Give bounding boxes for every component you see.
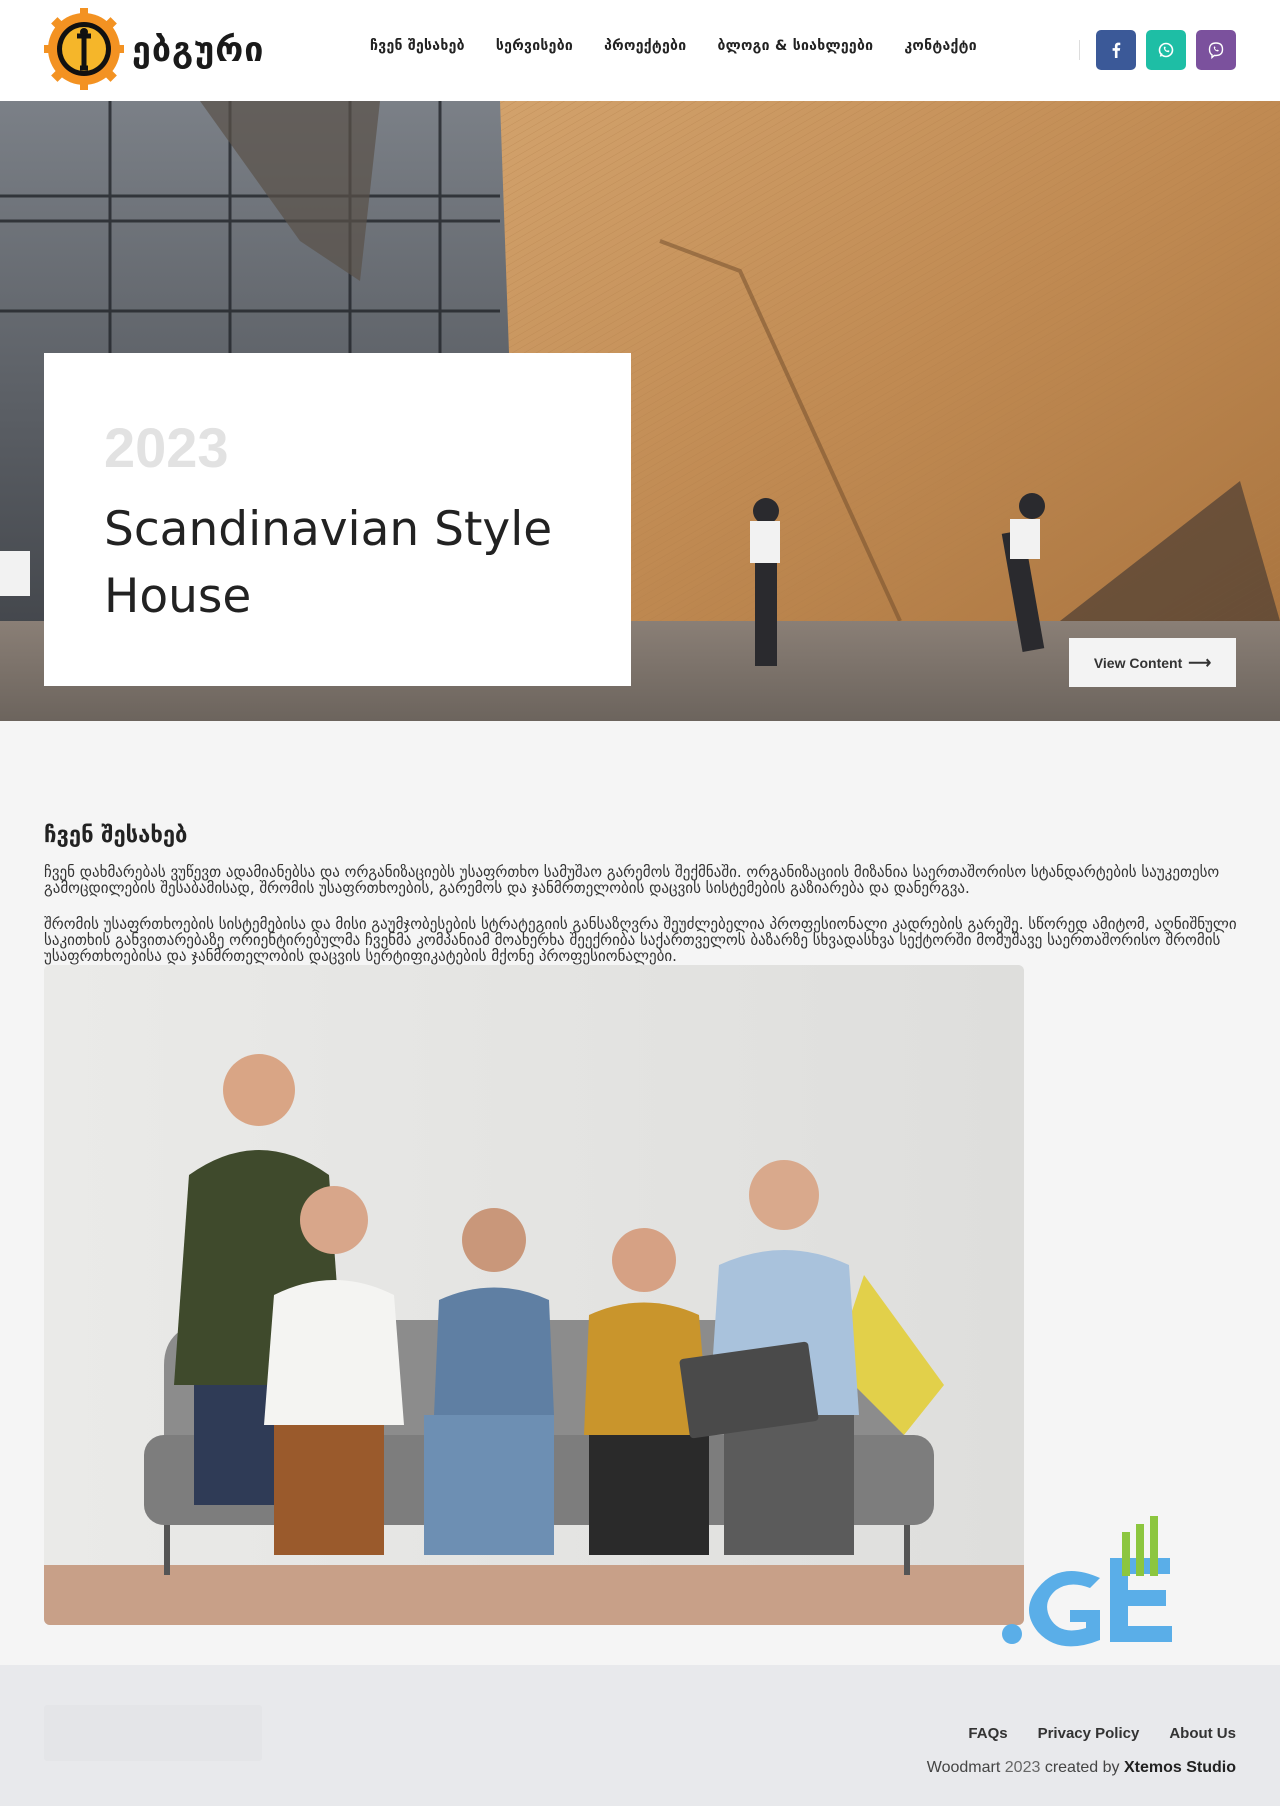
facebook-icon: [1107, 41, 1125, 59]
nav-item-blog-news[interactable]: ბლოგი & სიახლეები: [717, 38, 874, 54]
view-content-button[interactable]: [1069, 638, 1236, 687]
logo-text: ებგური: [132, 29, 265, 70]
hero-card: [44, 353, 631, 686]
main-nav: [370, 38, 1008, 54]
footer-link-about[interactable]: About Us: [1169, 1725, 1236, 1742]
footer-link-privacy[interactable]: Privacy Policy: [1037, 1725, 1140, 1742]
copyright-brand: Woodmart: [926, 1759, 1001, 1776]
view-content-label: View Content: [1093, 654, 1183, 671]
nav-item-projects[interactable]: პროექტები: [604, 38, 687, 54]
arrow-right-icon: ⟶: [1188, 654, 1212, 672]
whatsapp-button[interactable]: [1146, 30, 1186, 70]
copyright-author-link[interactable]: Xtemos Studio: [1123, 1759, 1236, 1776]
nav-divider: [1079, 40, 1080, 60]
site-header: [0, 0, 1280, 101]
about-title: ჩვენ შესახებ: [44, 823, 188, 848]
copyright-middle: created by: [1044, 1759, 1120, 1776]
viber-icon: [1207, 41, 1225, 59]
copyright: [927, 1759, 1236, 1777]
whatsapp-icon: [1157, 41, 1175, 59]
hero-year: 2023: [104, 416, 229, 479]
site-footer: [0, 1665, 1280, 1806]
footer-links: [938, 1725, 1236, 1742]
nav-item-contact[interactable]: კონტაქტი: [904, 38, 977, 54]
footer-link-faqs[interactable]: FAQs: [968, 1725, 1008, 1742]
team-photo: [44, 965, 1024, 1625]
nav-item-services[interactable]: სერვისები: [495, 38, 574, 54]
logo-emblem-icon: [44, 8, 124, 91]
nav-item-about[interactable]: ჩვენ შესახებ: [370, 38, 465, 54]
about-paragraph: შრომის უსაფრთხოების სისტემებისა და მისი გაუმჯობესების სტრატეგიის განსაზღვრა შეუძლებელია პროფესიონალი კადრების გარეშე. სწორედ ამიტომ, აღნიშნული საკითხის განვითარებაზე ორიენტირებულმა ჩვენმა კომპანიამ მოახერხა შეექრიბა საქართველოს ბაზარზე სხვადასხვა სექტორში მომუშავე საერთაშორისო შრომის უსაფრთხოებისა და ჯანმრთელობის დაცვის სერტიფიკატების მქონე პროფესიონალები.: [44, 915, 1237, 965]
footer-placeholder: [44, 1705, 262, 1761]
copyright-year: 2023: [1004, 1759, 1041, 1776]
about-paragraph: ჩვენ დახმარებას ვუწევთ ადამიანებსა და ორგანიზაციებს უსაფრთხო სამუშაო გარემოს შექმნაში. ორგანიზაციის მიზანია საერთაშორისო სტანდარტების საუკეთესო გამოცდილების შესაბამისად, შრომის უსაფრთხოების, გარემოს და ჯანმრთელობის დაცვის სისტემების გაზიარება და დანერგვა.: [44, 863, 1220, 897]
logo[interactable]: [44, 8, 264, 91]
facebook-button[interactable]: [1096, 30, 1136, 70]
hero-banner: [0, 101, 1280, 721]
team-photo-image: [44, 965, 1024, 1625]
viber-button[interactable]: [1196, 30, 1236, 70]
hero-title: Scandinavian Style House: [104, 502, 553, 624]
